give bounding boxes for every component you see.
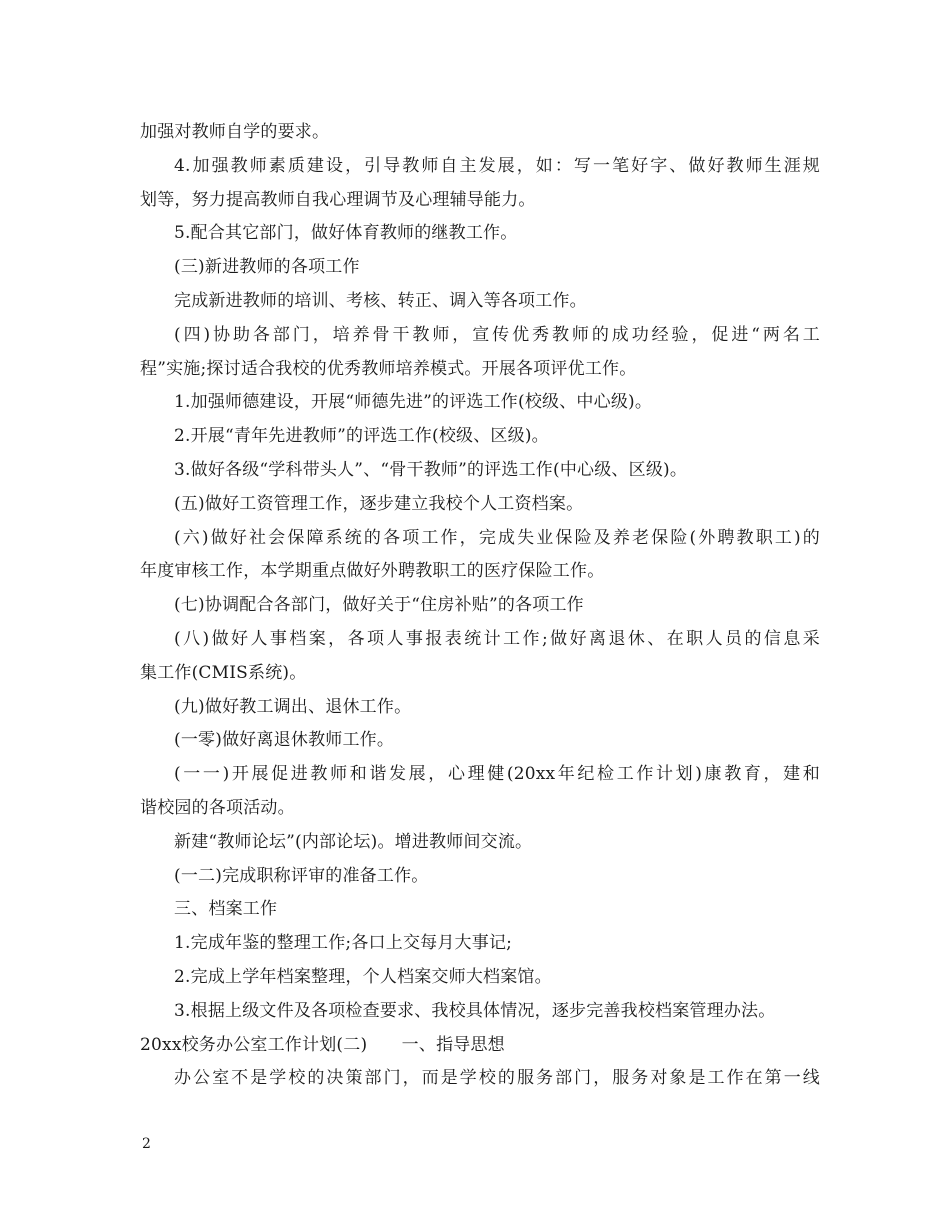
text-line: 年度审核工作，本学期重点做好外聘教职工的医疗保险工作。: [140, 561, 605, 582]
text-line: 20xx校务办公室工作计划(二) 一、指导思想: [140, 1034, 505, 1055]
text-line: 集工作(CMIS系统)。: [140, 662, 307, 683]
text-line: (六)做好社会保障系统的各项工作，完成失业保险及养老保险(外聘教职工)的: [174, 527, 820, 548]
text-line: 2.完成上学年档案整理，个人档案交师大档案馆。: [174, 966, 552, 987]
text-line: (一二)完成职称评审的准备工作。: [174, 865, 429, 886]
text-line: 2.开展“青年先进教师”的评选工作(校级、区级)。: [174, 426, 549, 447]
text-line: 新建“教师论坛”(内部论坛)。增进教师间交流。: [174, 831, 533, 852]
text-line: 1.加强师德建设，开展“师德先进”的评选工作(校级、中心级)。: [174, 392, 653, 413]
text-line: (四)协助各部门，培养骨干教师，宣传优秀教师的成功经验，促进“两名工: [174, 324, 820, 345]
text-line: 加强对教师自学的要求。: [140, 122, 330, 142]
text-line: 3.根据上级文件及各项检查要求、我校具体情况，逐步完善我校档案管理办法。: [174, 1000, 776, 1021]
text-line: (九)做好教工调出、退休工作。: [174, 696, 412, 717]
document-body: [140, 116, 820, 1096]
text-line: (三)新进教师的各项工作: [174, 257, 360, 278]
text-line: (一零)做好离退休教师工作。: [174, 730, 395, 751]
page-number: 2: [142, 1136, 151, 1152]
text-line: 划等，努力提高教师自我心理调节及心理辅导能力。: [140, 189, 536, 210]
text-line: 办公室不是学校的决策部门，而是学校的服务部门，服务对象是工作在第一线: [174, 1068, 820, 1089]
text-line: 三、档案工作: [174, 899, 278, 920]
text-line: 谐校园的各项活动。: [140, 797, 295, 818]
text-line: 1.完成年鉴的整理工作;各口上交每月大事记;: [174, 933, 513, 954]
text-line: 程”实施;探讨适合我校的优秀教师培养模式。开展各项评优工作。: [140, 358, 637, 379]
text-line: (一一)开展促进教师和谐发展，心理健(20xx年纪检工作计划)康教育，建和: [174, 764, 820, 785]
text-line: 5.配合其它部门，做好体育教师的继教工作。: [174, 223, 518, 244]
text-line: (八)做好人事档案，各项人事报表统计工作;做好离退休、在职人员的信息采: [174, 628, 820, 649]
text-line: (七)协调配合各部门，做好关于“住房补贴”的各项工作: [174, 595, 584, 616]
text-line: 4.加强教师素质建设，引导教师自主发展，如：写一笔好字、做好教师生涯规: [174, 155, 820, 176]
text-line: (五)做好工资管理工作，逐步建立我校个人工资档案。: [174, 493, 584, 514]
text-line: 完成新进教师的培训、考核、转正、调入等各项工作。: [174, 290, 587, 311]
text-line: 3.做好各级“学科带头人”、“骨干教师”的评选工作(中心级、区级)。: [174, 459, 688, 480]
